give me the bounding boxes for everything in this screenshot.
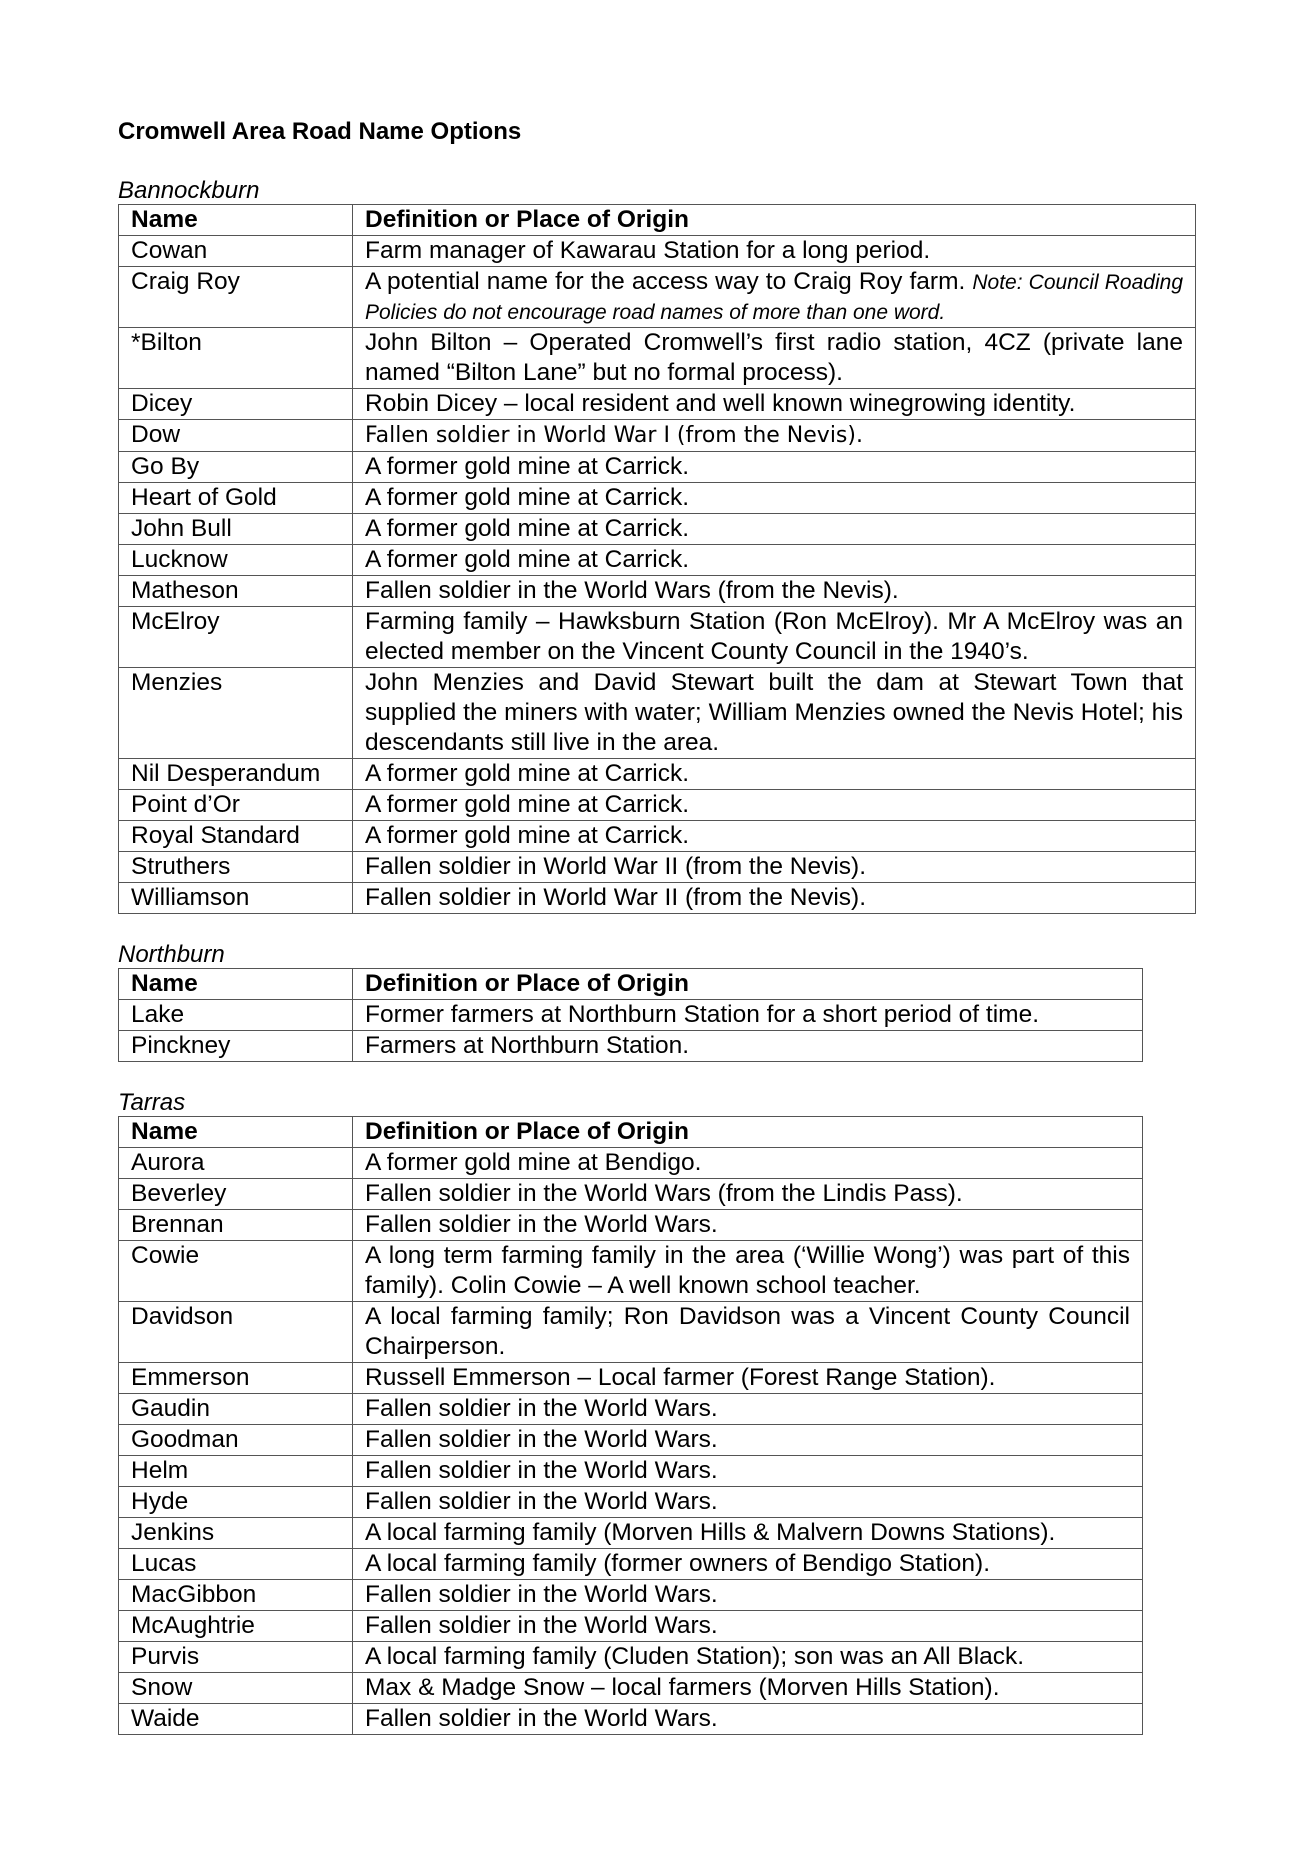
- definition-cell: [353, 1000, 1143, 1031]
- definition-cell: [353, 668, 1196, 759]
- road-name-cell: Gaudin: [119, 1394, 353, 1425]
- road-name-cell: Cowie: [119, 1241, 353, 1302]
- definition-text: A former gold mine at Carrick.: [365, 822, 690, 849]
- definition-text: Former farmers at Northburn Station for a short period of time.: [365, 1001, 1040, 1028]
- definition-cell: [353, 1425, 1143, 1456]
- definition-text: Fallen soldier in World War II (from the Nevis).: [365, 884, 867, 911]
- definition-text: A former gold mine at Carrick.: [365, 760, 690, 787]
- definition-cell: [353, 1487, 1143, 1518]
- road-name-cell: Aurora: [119, 1148, 353, 1179]
- table-row: [119, 1394, 1143, 1425]
- definition-cell: [353, 821, 1196, 852]
- road-name-cell: Craig Roy: [119, 267, 353, 328]
- table-row: [119, 1363, 1143, 1394]
- definition-cell: [353, 389, 1196, 420]
- section-tarras: [118, 1090, 1198, 1735]
- definition-text: Fallen soldier in the World Wars.: [365, 1612, 718, 1639]
- definition-text: A local farming family; Ron Davidson was a Vincent County Council Chairperson.: [365, 1303, 1130, 1360]
- definition-cell: [353, 483, 1196, 514]
- road-name-cell: Williamson: [119, 883, 353, 914]
- definition-text: A former gold mine at Carrick.: [365, 546, 690, 573]
- definition-text: John Bilton – Operated Cromwell’s first radio station, 4CZ (private lane named “Bilton Lane” but no formal process).: [365, 329, 1183, 386]
- table-header-row: [119, 205, 1196, 236]
- definition-text: Fallen soldier in World War I (from the Nevis).: [365, 423, 863, 448]
- table-row: [119, 452, 1196, 483]
- table-row: [119, 1704, 1143, 1735]
- table-row: [119, 668, 1196, 759]
- table-row: [119, 267, 1196, 328]
- definition-cell: [353, 1673, 1143, 1704]
- definition-cell: [353, 1580, 1143, 1611]
- table-row: [119, 1148, 1143, 1179]
- section-bannockburn: [118, 178, 1198, 914]
- road-name-cell: Davidson: [119, 1302, 353, 1363]
- road-name-cell: Dow: [119, 420, 353, 452]
- definition-text: Fallen soldier in World War II (from the Nevis).: [365, 853, 867, 880]
- definition-cell: [353, 1031, 1143, 1062]
- table-row: [119, 420, 1196, 452]
- definition-text: Fallen soldier in the World Wars.: [365, 1457, 718, 1484]
- definition-cell: [353, 607, 1196, 668]
- definition-text: A local farming family (Cluden Station); son was an All Black.: [365, 1643, 1025, 1670]
- definition-cell: [353, 1394, 1143, 1425]
- table-row: [119, 852, 1196, 883]
- definition-text: A potential name for the access way to Craig Roy farm.: [365, 268, 966, 295]
- table-row: [119, 328, 1196, 389]
- section-title: Tarras: [118, 1089, 186, 1116]
- definition-text: John Menzies and David Stewart built the dam at Stewart Town that supplied the miners with water; William Menzies owned the Nevis Hotel; his descendants still live in the area.: [365, 669, 1183, 756]
- section-northburn: [118, 942, 1198, 1062]
- table-row: [119, 1673, 1143, 1704]
- road-name-cell: Lucas: [119, 1549, 353, 1580]
- table-row: [119, 576, 1196, 607]
- table-row: [119, 821, 1196, 852]
- definition-cell: [353, 1179, 1143, 1210]
- definition-cell: [353, 1302, 1143, 1363]
- definition-text: Fallen soldier in the World Wars.: [365, 1395, 718, 1422]
- section-title: Bannockburn: [118, 177, 260, 204]
- table-row: [119, 1549, 1143, 1580]
- road-name-cell: Helm: [119, 1456, 353, 1487]
- definition-cell: [353, 852, 1196, 883]
- road-name-cell: Point d’Or: [119, 790, 353, 821]
- definition-cell: [353, 883, 1196, 914]
- road-name-table: [118, 968, 1143, 1062]
- definition-text: Fallen soldier in the World Wars.: [365, 1581, 718, 1608]
- definition-cell: [353, 545, 1196, 576]
- definition-text: A former gold mine at Carrick.: [365, 453, 690, 480]
- table-row: [119, 1580, 1143, 1611]
- definition-cell: [353, 1241, 1143, 1302]
- table-row: [119, 545, 1196, 576]
- definition-cell: [353, 1642, 1143, 1673]
- definition-cell: [353, 514, 1196, 545]
- road-name-cell: Snow: [119, 1673, 353, 1704]
- definition-cell: [353, 790, 1196, 821]
- definition-text: A former gold mine at Carrick.: [365, 515, 690, 542]
- definition-text: Farming family – Hawksburn Station (Ron McElroy). Mr A McElroy was an elected member on the Vincent County Council in the 1940’s.: [365, 608, 1183, 665]
- table-row: [119, 236, 1196, 267]
- table-row: [119, 759, 1196, 790]
- page-title: Cromwell Area Road Name Options: [118, 118, 522, 145]
- column-header-name: Name: [119, 205, 353, 236]
- definition-cell: [353, 1148, 1143, 1179]
- definition-cell: [353, 420, 1196, 452]
- road-name-cell: Emmerson: [119, 1363, 353, 1394]
- road-name-cell: Matheson: [119, 576, 353, 607]
- table-row: [119, 1456, 1143, 1487]
- definition-text: Fallen soldier in the World Wars.: [365, 1705, 718, 1732]
- definition-text: A local farming family (former owners of Bendigo Station).: [365, 1550, 991, 1577]
- road-name-cell: Jenkins: [119, 1518, 353, 1549]
- definition-cell: [353, 1518, 1143, 1549]
- table-header-row: [119, 969, 1143, 1000]
- table-row: [119, 883, 1196, 914]
- column-header-name: Name: [119, 969, 353, 1000]
- road-name-cell: Lucknow: [119, 545, 353, 576]
- table-row: [119, 1425, 1143, 1456]
- definition-cell: [353, 759, 1196, 790]
- table-row: [119, 483, 1196, 514]
- road-name-cell: Heart of Gold: [119, 483, 353, 514]
- table-row: [119, 1518, 1143, 1549]
- road-name-cell: Pinckney: [119, 1031, 353, 1062]
- road-name-cell: John Bull: [119, 514, 353, 545]
- table-row: [119, 1210, 1143, 1241]
- road-name-cell: McAughtrie: [119, 1611, 353, 1642]
- column-header-definition: Definition or Place of Origin: [353, 1117, 1143, 1148]
- definition-cell: [353, 452, 1196, 483]
- column-header-definition: Definition or Place of Origin: [353, 205, 1196, 236]
- definition-cell: [353, 576, 1196, 607]
- table-row: [119, 389, 1196, 420]
- road-name-cell: Struthers: [119, 852, 353, 883]
- definition-text: Robin Dicey – local resident and well known winegrowing identity.: [365, 390, 1076, 417]
- table-row: [119, 607, 1196, 668]
- table-row: [119, 1611, 1143, 1642]
- definition-text: A former gold mine at Carrick.: [365, 484, 690, 511]
- definition-text: A long term farming family in the area (‘Willie Wong’) was part of this family). Colin Cowie – A well known school teacher.: [365, 1242, 1130, 1299]
- table-row: [119, 1642, 1143, 1673]
- definition-cell: [353, 236, 1196, 267]
- table-row: [119, 514, 1196, 545]
- road-name-cell: Nil Desperandum: [119, 759, 353, 790]
- road-name-cell: Beverley: [119, 1179, 353, 1210]
- definition-text: Farmers at Northburn Station.: [365, 1032, 690, 1059]
- definition-text: Fallen soldier in the World Wars (from the Nevis).: [365, 577, 899, 604]
- definition-text: Fallen soldier in the World Wars (from the Lindis Pass).: [365, 1180, 963, 1207]
- table-row: [119, 1179, 1143, 1210]
- definition-cell: [353, 1210, 1143, 1241]
- road-name-cell: Dicey: [119, 389, 353, 420]
- definition-cell: [353, 1549, 1143, 1580]
- road-name-table: [118, 1116, 1143, 1735]
- document-page: [118, 118, 1198, 1763]
- road-name-cell: Hyde: [119, 1487, 353, 1518]
- road-name-cell: Goodman: [119, 1425, 353, 1456]
- definition-cell: [353, 267, 1196, 328]
- definition-text: Farm manager of Kawarau Station for a long period.: [365, 237, 931, 264]
- road-name-cell: MacGibbon: [119, 1580, 353, 1611]
- definition-text: Fallen soldier in the World Wars.: [365, 1426, 718, 1453]
- road-name-cell: Purvis: [119, 1642, 353, 1673]
- definition-text: Russell Emmerson – Local farmer (Forest Range Station).: [365, 1364, 996, 1391]
- column-header-definition: Definition or Place of Origin: [353, 969, 1143, 1000]
- definition-cell: [353, 1456, 1143, 1487]
- road-name-cell: Menzies: [119, 668, 353, 759]
- definition-cell: [353, 1611, 1143, 1642]
- definition-cell: [353, 328, 1196, 389]
- definition-cell: [353, 1363, 1143, 1394]
- table-row: [119, 1302, 1143, 1363]
- definition-text: Max & Madge Snow – local farmers (Morven Hills Station).: [365, 1674, 1000, 1701]
- road-name-table: [118, 204, 1196, 914]
- table-row: [119, 1487, 1143, 1518]
- road-name-cell: Royal Standard: [119, 821, 353, 852]
- section-title: Northburn: [118, 941, 225, 968]
- column-header-name: Name: [119, 1117, 353, 1148]
- road-name-cell: McElroy: [119, 607, 353, 668]
- road-name-cell: Lake: [119, 1000, 353, 1031]
- definition-text: A former gold mine at Carrick.: [365, 791, 690, 818]
- definition-note: Note: Council Roading Policies do not encourage road names of more than one word.: [365, 271, 1183, 324]
- road-name-cell: Waide: [119, 1704, 353, 1735]
- road-name-cell: Cowan: [119, 236, 353, 267]
- definition-cell: [353, 1704, 1143, 1735]
- road-name-cell: Brennan: [119, 1210, 353, 1241]
- table-row: [119, 1241, 1143, 1302]
- table-row: [119, 1031, 1143, 1062]
- table-row: [119, 1000, 1143, 1031]
- definition-text: Fallen soldier in the World Wars.: [365, 1488, 718, 1515]
- road-name-cell: Go By: [119, 452, 353, 483]
- definition-text: Fallen soldier in the World Wars.: [365, 1211, 718, 1238]
- definition-text: A local farming family (Morven Hills & Malvern Downs Stations).: [365, 1519, 1056, 1546]
- definition-text: A former gold mine at Bendigo.: [365, 1149, 702, 1176]
- road-name-cell: *Bilton: [119, 328, 353, 389]
- table-header-row: [119, 1117, 1143, 1148]
- table-row: [119, 790, 1196, 821]
